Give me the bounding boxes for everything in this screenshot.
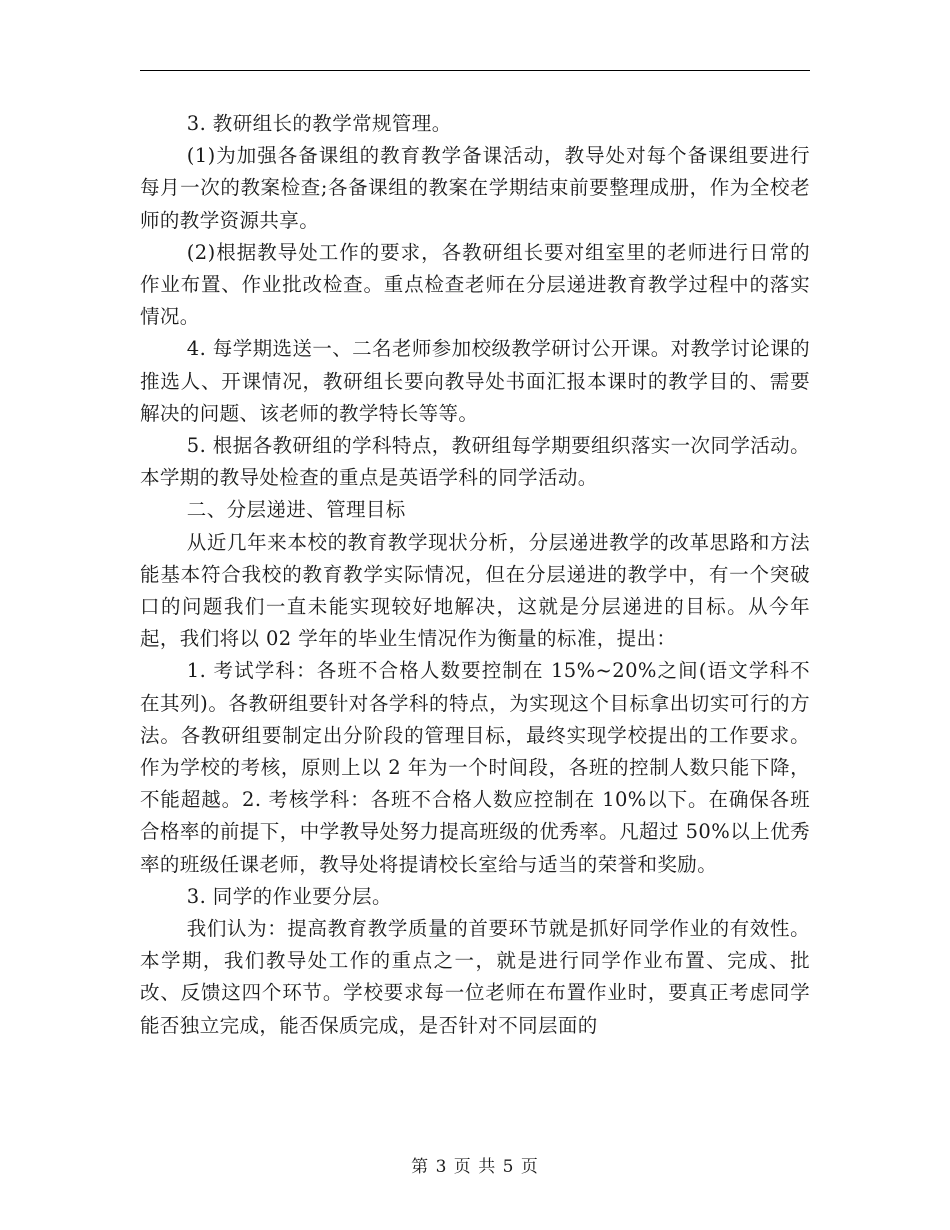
paragraph-exam-subjects: 1. 考试学科：各班不合格人数要控制在 15%~20%之间(语文学科不在其列)。各教研组要针对各学科的特点，为实现这个目标拿出切实可行的方法。各教研组要制定出分阶段的管理目标，最终实现学校提出的工作要求。作为学校的考核，原则上以 2 年为一个时间段，各班的控制人数只能下降，不能超越。2. 考核学科：各班不合格人数应控制在 10%以下。在确保各班合格率的前提下，中学教导处努力提高班级的优秀率。凡超过 50%以上优秀率的班级任课老师，教导处将提请校长室给与适当的荣誉和奖励。: [140, 659, 810, 876]
paragraph-item-2: (2)根据教导处工作的要求，各教研组长要对组室里的老师进行日常的作业布置、作业批改检查。重点检查老师在分层递进教育教学过程中的落实情况。: [140, 240, 810, 329]
paragraph-homework-heading: 3. 同学的作业要分层。: [186, 884, 392, 908]
paragraph-item-1: (1)为加强各备课组的教育教学备课活动，教导处对每个备课组要进行每月一次的教案检查;各备课组的教案在学期结束前要整理成册，作为全校老师的教学资源共享。: [140, 144, 810, 232]
paragraph-homework: 我们认为：提高教育教学质量的首要环节就是抓好同学作业的有效性。本学期，我们教导处工作的重点之一，就是进行同学作业布置、完成、批改、反馈这四个环节。学校要求每一位老师在布置作业时，要真正考虑同学能否独立完成，能否保质完成，是否针对不同层面的: [140, 917, 810, 1037]
section-heading-2: 二、分层递进、管理目标: [186, 498, 406, 522]
paragraph-heading-3: 3. 教研组长的教学常规管理。: [186, 112, 452, 135]
paragraph-point-4: 4. 每学期选送一、二名老师参加校级教学研讨公开课。对教学讨论课的推选人、开课情况，教研组长要向教导处书面汇报本课时的教学目的、需要解决的问题、该老师的教学特长等等。: [140, 337, 810, 425]
header-rule: [140, 70, 810, 71]
page-footer: 第 3 页 共 5 页: [411, 1157, 539, 1177]
paragraph-point-5: 5. 根据各教研组的学科特点，教研组每学期要组织落实一次同学活动。本学期的教导处检查的重点是英语学科的同学活动。: [140, 434, 810, 490]
document-body: [140, 108, 810, 1042]
paragraph-analysis: 从近几年来本校的教育教学现状分析，分层递进教学的改革思路和方法能基本符合我校的教育教学实际情况，但在分层递进的教学中，有一个突破口的问题我们一直未能实现较好地解决，这就是分层递进的目标。从今年起，我们将以 02 学年的毕业生情况作为衡量的标准，提出：: [140, 530, 810, 651]
